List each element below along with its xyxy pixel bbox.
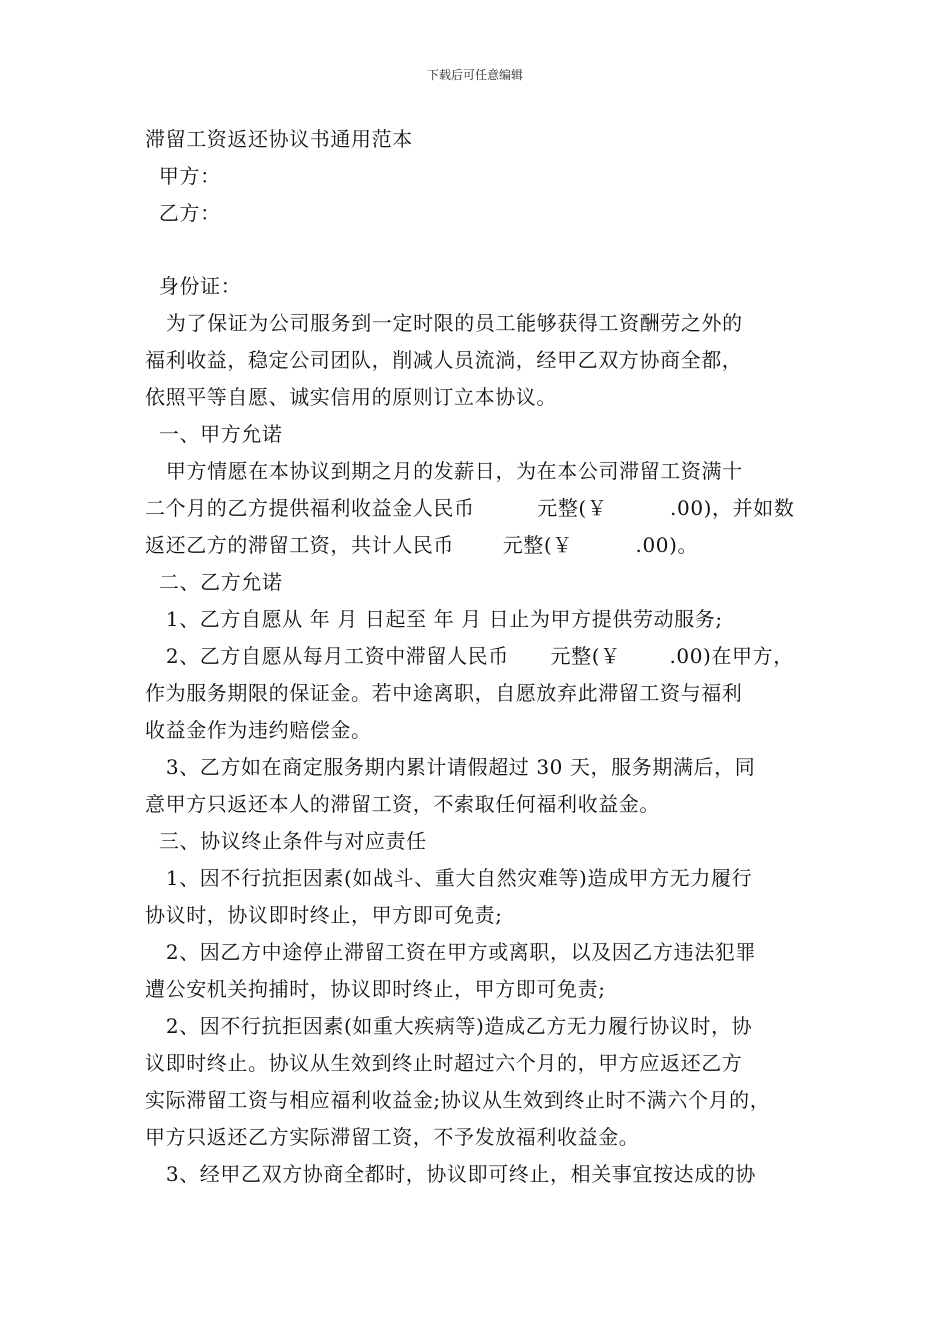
paragraph-line: 协议时，协议即时终止，甲方即可免责; [145, 903, 503, 927]
paragraph-line: 甲方只返还乙方实际滞留工资，不予发放福利收益金。 [145, 1125, 640, 1149]
paragraph-line: 二个月的乙方提供福利收益金人民币 元整(￥ .00)，并如数 [145, 496, 795, 520]
paragraph-line: 为了保证为公司服务到一定时限的员工能够获得工资酬劳之外的 [145, 311, 743, 335]
section-heading-1: 一、甲方允诺 [145, 422, 283, 446]
paragraph-line: 收益金作为违约赔偿金。 [145, 718, 372, 742]
section-heading-3: 三、协议终止条件与对应责任 [145, 829, 427, 853]
section-heading-2: 二、乙方允诺 [145, 570, 283, 594]
document-title: 滞留工资返还协议书通用范本 [145, 127, 413, 151]
paragraph-line: 遭公安机关拘捕时，协议即时终止，甲方即可免责; [145, 977, 606, 1001]
paragraph-line: 议即时终止。协议从生效到终止时超过六个月的，甲方应返还乙方 [145, 1051, 743, 1075]
paragraph-line: 1、因不行抗拒因素(如战斗、重大自然灾难等)造成甲方无力履行 [145, 866, 753, 890]
paragraph-line: 3、乙方如在商定服务期内累计请假超过 30 天，服务期满后，同 [145, 755, 756, 779]
document-body [145, 121, 825, 1193]
party-b-line: 乙方： [145, 201, 221, 225]
paragraph-line: 意甲方只返还本人的滞留工资，不索取任何福利收益金。 [145, 792, 660, 816]
blank-gap [145, 232, 825, 268]
paragraph-line: 2、因乙方中途停止滞留工资在甲方或离职，以及因乙方违法犯罪 [145, 940, 756, 964]
id-card-line: 身份证： [145, 274, 242, 298]
party-a-line: 甲方： [145, 164, 221, 188]
paragraph-line: 甲方情愿在本协议到期之月的发薪日，为在本公司滞留工资满十 [145, 459, 743, 483]
paragraph-line: 3、经甲乙双方协商全都时，协议即可终止，相关事宜按达成的协 [145, 1162, 756, 1186]
paragraph-line: 2、因不行抗拒因素(如重大疾病等)造成乙方无力履行协议时，协 [145, 1014, 753, 1038]
paragraph-line: 作为服务期限的保证金。若中途离职，自愿放弃此滞留工资与福利 [145, 681, 743, 705]
paragraph-line: 依照平等自愿、诚实信用的原则订立本协议。 [145, 385, 557, 409]
paragraph-line: 返还乙方的滞留工资，共计人民币 元整(￥ .00)。 [145, 533, 699, 557]
paragraph-line: 1、乙方自愿从 年 月 日起至 年 月 日止为甲方提供劳动服务; [145, 607, 723, 631]
paragraph-line: 福利收益，稳定公司团队，削减人员流淌，经甲乙双方协商全都， [145, 348, 743, 372]
paragraph-line: 2、乙方自愿从每月工资中滞留人民币 元整(￥ .00)在甲方， [145, 644, 794, 668]
paragraph-line: 实际滞留工资与相应福利收益金;协议从生效到终止时不满六个月的， [145, 1088, 771, 1112]
page-header-note: 下载后可任意编辑 [426, 68, 523, 82]
